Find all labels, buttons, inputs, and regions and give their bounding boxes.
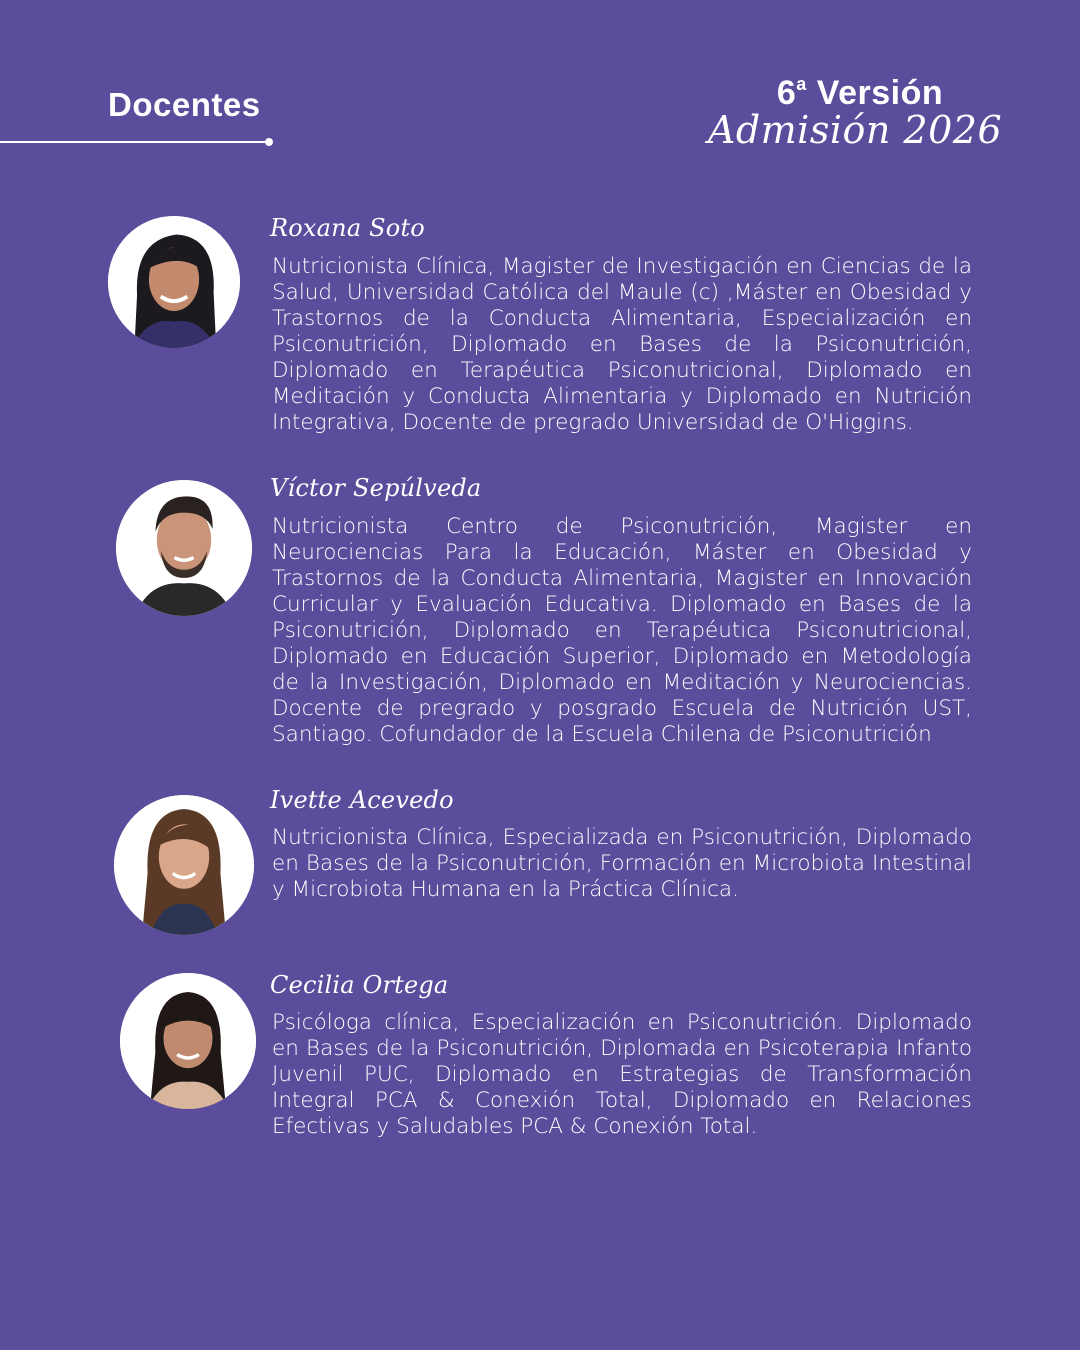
section-title: Docentes bbox=[108, 86, 261, 123]
teacher-name: Ivette Acevedo bbox=[270, 786, 454, 814]
teacher-bio: Nutricionista Clínica, Magister de Investigación en Ciencias de la Salud, Universidad Católica del Maule (c) ,Máster en Obesidad y Trastornos de la Conducta Alimentaria, Especialización en Psiconutrición, Diplomado en Bases de la Psiconutrición, Diplomado en Terapéutica Psiconutricional, Diplomado en Meditación y Conducta Alimentaria y Diplomado en Nutrición Integrativa, Docente de pregrado Universidad de O'Higgins. bbox=[272, 254, 972, 435]
admission-year: Admisión 2026 bbox=[707, 108, 1003, 152]
version-label: Versión bbox=[816, 74, 944, 112]
teacher-bio: Nutricionista Clínica, Especializada en Psiconutrición, Diplomado en Bases de la Psiconutrición, Formación en Microbiota Intestinal y Microbiota Humana en la Práctica Clínica. bbox=[272, 825, 972, 902]
teacher-name: Víctor Sepúlveda bbox=[270, 474, 482, 502]
teacher-photo bbox=[108, 216, 240, 348]
teacher-name: Cecilia Ortega bbox=[270, 971, 449, 999]
version-number: 6 bbox=[776, 74, 797, 112]
teacher-photo bbox=[120, 973, 256, 1109]
teacher-bio: Psicóloga clínica, Especialización en Psiconutrición. Diplomado en Bases de la Psiconutrición, Diplomada en Psicoterapia Infanto Juvenil PUC, Diplomado en Estrategias de Transformación Integral PCA & Conexión Total, Diplomado en Relaciones Efectivas y Saludables PCA & Conexión Total. bbox=[272, 1010, 972, 1139]
version-ordinal: a bbox=[796, 74, 807, 94]
teacher-photo bbox=[116, 480, 252, 616]
title-underline bbox=[0, 141, 268, 143]
teacher-photo bbox=[114, 795, 254, 935]
title-underline-dot bbox=[265, 138, 273, 146]
teacher-bio: Nutricionista Centro de Psiconutrición, Magister en Neurociencias Para la Educación, Máster en Obesidad y Trastornos de la Conducta Alimentaria, Magister en Innovación Curricular y Evaluación Educativa. Diplomado en Bases de la Psiconutrición, Diplomado en Terapéutica Psiconutricional, Diplomado en Educación Superior, Diplomado en Metodología de la Investigación, Diplomado en Meditación y Neurociencias. Docente de pregrado y posgrado Escuela de Nutrición UST, Santiago. Cofundador de la Escuela Chilena de Psiconutrición bbox=[272, 514, 972, 747]
teacher-name: Roxana Soto bbox=[270, 214, 425, 242]
